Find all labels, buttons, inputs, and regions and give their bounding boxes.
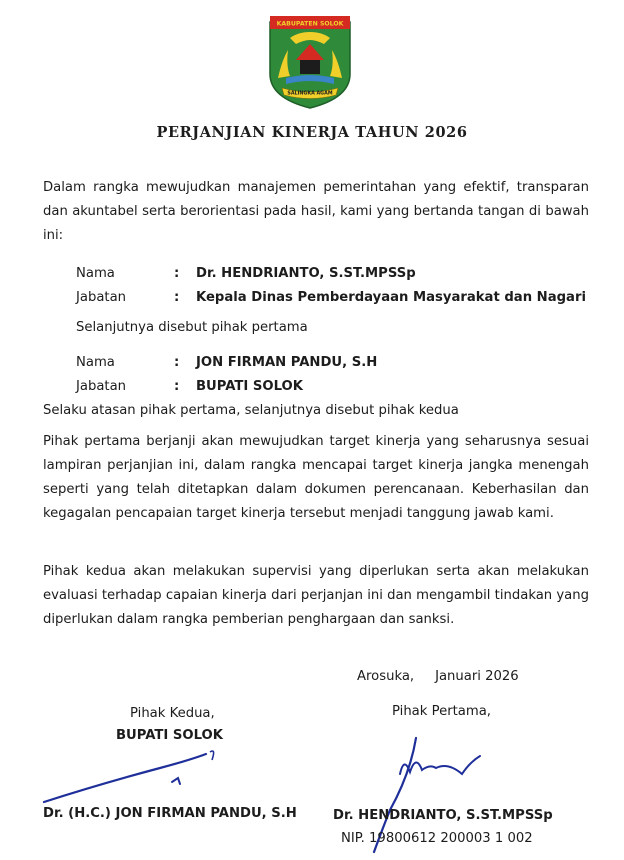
first-party-note: Selanjutnya disebut pihak pertama	[76, 320, 308, 335]
first-party-name-label: Nama	[76, 266, 115, 281]
document-title: PERJANJIAN KINERJA TAHUN 2026	[156, 124, 468, 141]
kabupaten-solok-coat-of-arms-icon	[268, 14, 352, 110]
logo-ribbon-text: SALINGKA AGAM	[287, 91, 333, 97]
signature-left-role: Pihak Kedua,	[130, 706, 215, 721]
logo-top-text: KABUPATEN SOLOK	[276, 20, 344, 28]
second-party-name-row	[76, 353, 377, 373]
second-party-name-label: Nama	[76, 355, 115, 370]
intro-paragraph: Dalam rangka mewujudkan manajemen pemerintahan yang efektif, transparan dan akuntabel serta berorientasi pada hasil, kami yang bertanda tangan di bawah ini:	[43, 180, 589, 243]
first-party-position-value: Kepala Dinas Pemberdayaan Masyarakat dan Nagari	[196, 290, 586, 305]
signature-left-icon	[40, 744, 226, 806]
colon: :	[174, 266, 180, 281]
first-party-name-value: Dr. HENDRIANTO, S.ST.MPSSp	[196, 266, 416, 281]
colon: :	[174, 290, 180, 305]
signature-right-role: Pihak Pertama,	[392, 704, 491, 719]
supervision-paragraph: Pihak kedua akan melakukan supervisi yang diperlukan serta akan melakukan evaluasi terhadap capaian kinerja dari perjanjan ini dan mengambil tindakan yang diperlukan dalam rangka pemberian penghargaan dan sanksi.	[43, 564, 589, 627]
first-party-position-label: Jabatan	[76, 290, 127, 305]
signature-right-nip: NIP. 19800612 200003 1 002	[341, 831, 533, 846]
place-date: Arosuka, Januari 2026	[357, 669, 519, 684]
first-party-position-row	[76, 288, 586, 308]
signature-left-position: BUPATI SOLOK	[116, 728, 223, 743]
colon: :	[174, 379, 180, 394]
second-party-position-label: Jabatan	[76, 379, 127, 394]
second-party-name-value: JON FIRMAN PANDU, S.H	[196, 355, 378, 370]
second-party-position-value: BUPATI SOLOK	[196, 379, 303, 394]
second-party-note: Selaku atasan pihak pertama, selanjutnya disebut pihak kedua	[43, 403, 459, 418]
colon: :	[174, 355, 180, 370]
second-party-position-row	[76, 377, 303, 397]
commitment-paragraph: Pihak pertama berjanji akan mewujudkan target kinerja yang seharusnya sesuai lampiran perjanjian ini, dalam rangka mencapai target kinerja jangka menengah seperti yang telah ditetapkan dalam dokumen perencanaan. Keberhasilan dan kegagalan pencapaian target kinerja tersebut menjadi tanggung jawab kami.	[43, 434, 589, 521]
signature-left-name: Dr. (H.C.) JON FIRMAN PANDU, S.H	[43, 806, 297, 821]
signature-right-name: Dr. HENDRIANTO, S.ST.MPSSp	[333, 808, 553, 823]
first-party-name-row	[76, 264, 416, 284]
